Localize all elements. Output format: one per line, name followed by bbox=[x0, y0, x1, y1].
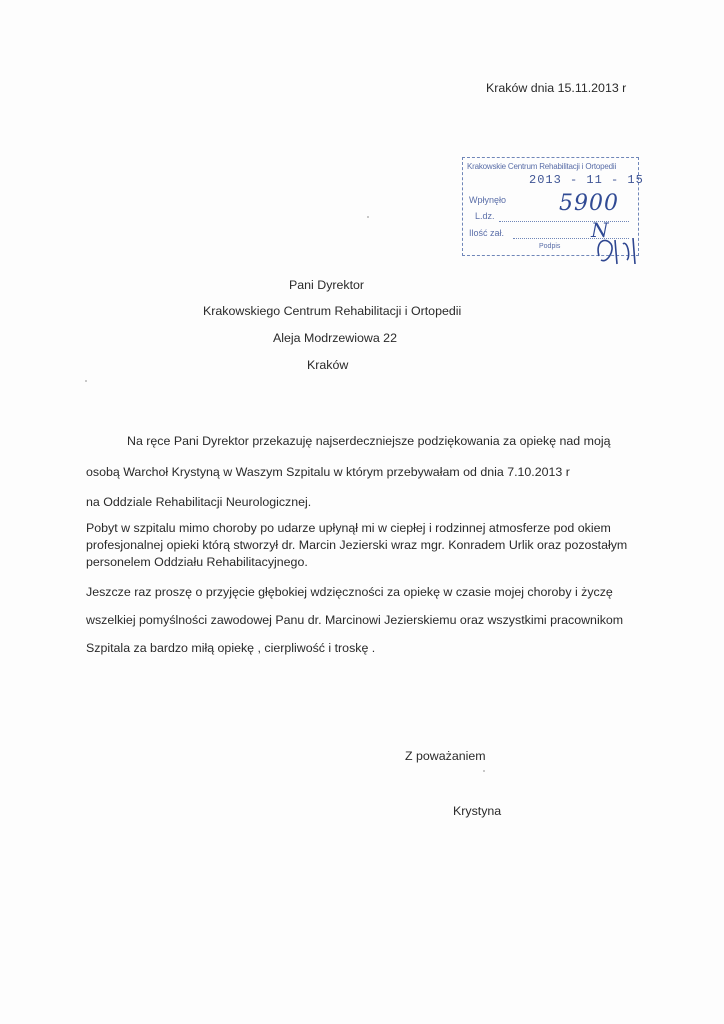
recipient-line-3: Aleja Modrzewiowa 22 bbox=[273, 331, 397, 345]
signature: Krystyna bbox=[453, 804, 502, 818]
body-line-1: Na ręce Pani Dyrektor przekazuję najserdeczniejsze podziękowania za opiekę nad moją bbox=[127, 434, 611, 448]
stamp-ldz-label: L.dz. bbox=[475, 211, 495, 221]
stamp-ldz-dots bbox=[499, 221, 629, 222]
place-date: Kraków dnia 15.11.2013 r bbox=[486, 81, 627, 95]
recipient-line-4: Kraków bbox=[307, 358, 349, 372]
stamp-received-label: Wpłynęło bbox=[469, 195, 507, 205]
recipient-line-1: Pani Dyrektor bbox=[289, 278, 365, 292]
stamp-title: Krakowskie Centrum Rehabilitacji i Ortopedii bbox=[467, 162, 617, 171]
closing: Z poważaniem bbox=[405, 749, 486, 763]
body-line-3: na Oddziale Rehabilitacji Neurologicznej. bbox=[86, 495, 312, 509]
stamp-signature-scribble bbox=[593, 230, 645, 270]
stamp-ldz-value: 5900 bbox=[559, 191, 619, 216]
scan-speck bbox=[483, 770, 485, 772]
stamp-attachments-label: Ilość zał. bbox=[469, 228, 505, 238]
body-paragraph-3-line-2: wszelkiej pomyślności zawodowej Panu dr. Marcinowi Jezierskiemu oraz wszystkimi pracownikom bbox=[86, 613, 624, 627]
registry-stamp bbox=[462, 157, 644, 256]
stamp-date: 2013 - 11 - 15 bbox=[529, 173, 644, 187]
stamp-attachments-value: N bbox=[591, 218, 609, 242]
stamp-signature-label: Podpis bbox=[539, 243, 561, 250]
body-paragraph-2: Pobyt w szpitalu mimo choroby po udarze upłynął mi w ciepłej i rodzinnej atmosferze pod okiem profesjonalnej opieki którą stworzył dr. Marcin Jezierski wraz mgr. Konradem Urlik oraz pozostałym personelem Oddziału Rehabilitacyjnego. bbox=[86, 521, 628, 569]
body-paragraph-3-line-3: Szpitala za bardzo miłą opiekę , cierpliwość i troskę . bbox=[86, 641, 376, 655]
body-line-2: osobą Warchoł Krystyną w Waszym Szpitalu w którym przebywałam od dnia 7.10.2013 r bbox=[86, 465, 570, 479]
scan-speck bbox=[85, 380, 87, 382]
body-paragraph-3-line-1: Jeszcze raz proszę o przyjęcie głębokiej wdzięczności za opiekę w czasie mojej choroby i życzę bbox=[86, 585, 613, 599]
scan-speck bbox=[367, 216, 369, 218]
recipient-line-2: Krakowskiego Centrum Rehabilitacji i Ortopedii bbox=[203, 304, 462, 318]
